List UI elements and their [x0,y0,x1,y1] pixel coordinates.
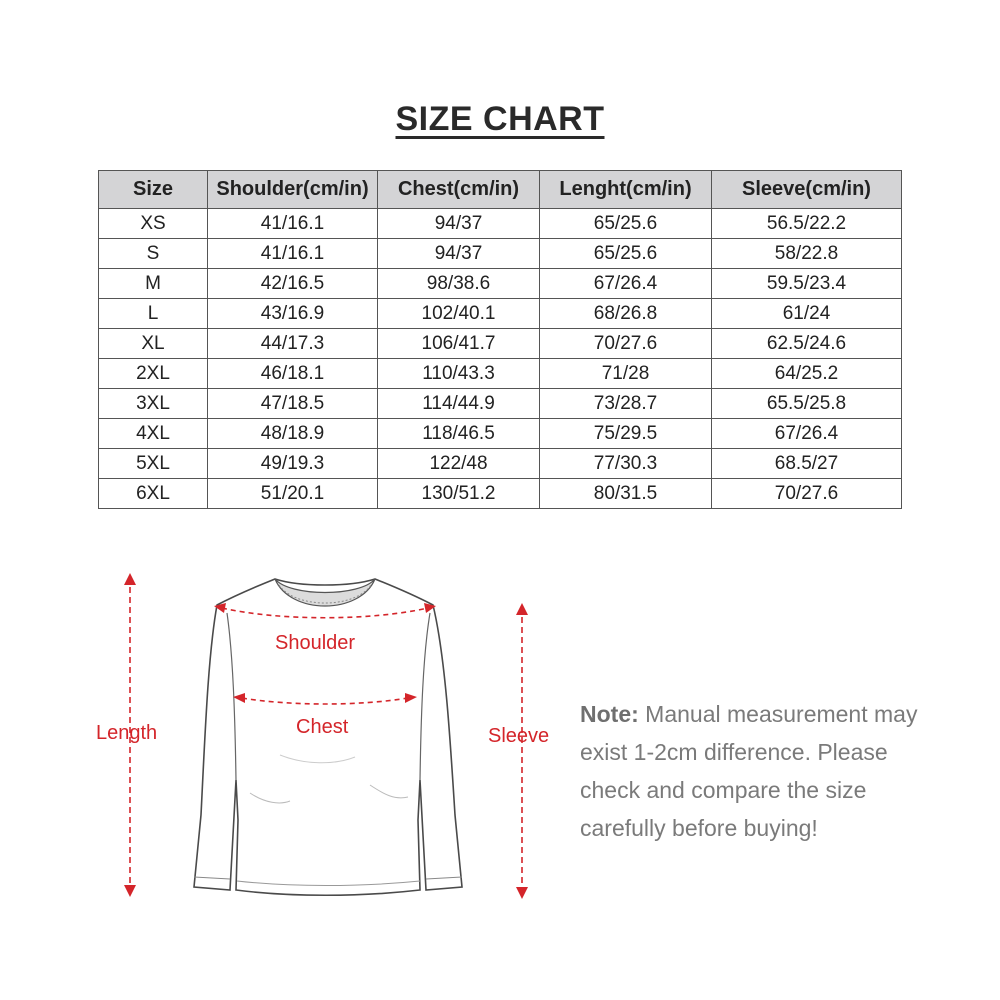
measurement-cell: 56.5/22.2 [712,209,902,239]
table-row [99,479,902,509]
measurement-cell: 114/44.9 [378,389,540,419]
sleeve-label: Sleeve [488,725,550,747]
measurement-cell: 80/31.5 [540,479,712,509]
measurement-cell: 75/29.5 [540,419,712,449]
shirt-measure-diagram [90,565,560,905]
shoulder-label: Shoulder [275,632,356,654]
table-row [99,419,902,449]
measurement-cell: 110/43.3 [378,359,540,389]
measurement-cell: 49/19.3 [208,449,378,479]
measurement-cell: 46/18.1 [208,359,378,389]
sleeve-arrow-top [516,603,528,615]
measurement-cell: 41/16.1 [208,209,378,239]
note-text [580,695,940,847]
table-row [99,209,902,239]
measurement-cell: 71/28 [540,359,712,389]
measurement-cell: 70/27.6 [712,479,902,509]
measurement-cell: 62.5/24.6 [712,329,902,359]
measurement-cell: 70/27.6 [540,329,712,359]
size-cell: XL [99,329,208,359]
measurement-cell: 94/37 [378,239,540,269]
measurement-cell: 61/24 [712,299,902,329]
size-cell: 2XL [99,359,208,389]
column-header: Shoulder(cm/in) [208,171,378,209]
measurement-cell: 41/16.1 [208,239,378,269]
note-body: Manual measurement may exist 1-2cm difference. Please check and compare the size carefully before buying! [580,701,918,841]
size-cell: 6XL [99,479,208,509]
measurement-cell: 94/37 [378,209,540,239]
measurement-cell: 68/26.8 [540,299,712,329]
measurement-cell: 67/26.4 [712,419,902,449]
table-row [99,239,902,269]
table-row [99,329,902,359]
size-cell: S [99,239,208,269]
length-label: Length [96,722,158,744]
size-cell: 3XL [99,389,208,419]
measurement-cell: 42/16.5 [208,269,378,299]
measurement-cell: 118/46.5 [378,419,540,449]
measurement-cell: 51/20.1 [208,479,378,509]
column-header: Size [99,171,208,209]
column-header: Sleeve(cm/in) [712,171,902,209]
size-cell: 5XL [99,449,208,479]
table-row [99,449,902,479]
measurement-cell: 47/18.5 [208,389,378,419]
size-table-body [99,209,902,509]
page-title-text: SIZE CHART [395,100,605,138]
measurement-cell: 59.5/23.4 [712,269,902,299]
chest-label: Chest [296,716,349,738]
size-cell: M [99,269,208,299]
column-header: Chest(cm/in) [378,171,540,209]
length-arrow-bottom [124,885,136,897]
measurement-cell: 48/18.9 [208,419,378,449]
measurement-cell: 67/26.4 [540,269,712,299]
table-row [99,269,902,299]
note-label: Note: [580,701,639,727]
measurement-cell: 77/30.3 [540,449,712,479]
size-cell: L [99,299,208,329]
size-cell: 4XL [99,419,208,449]
table-row [99,299,902,329]
size-table-header [99,171,902,209]
measurement-cell: 102/40.1 [378,299,540,329]
measurement-cell: 106/41.7 [378,329,540,359]
measurement-cell: 68.5/27 [712,449,902,479]
measurement-cell: 65/25.6 [540,239,712,269]
length-arrow-top [124,573,136,585]
page-title [0,100,1000,139]
size-table [98,170,902,509]
measurement-cell: 65/25.6 [540,209,712,239]
table-row [99,359,902,389]
header-row [99,171,902,209]
measurement-cell: 130/51.2 [378,479,540,509]
measurement-cell: 44/17.3 [208,329,378,359]
measurement-cell: 64/25.2 [712,359,902,389]
sleeve-arrow-bottom [516,887,528,899]
measurement-cell: 65.5/25.8 [712,389,902,419]
measurement-cell: 98/38.6 [378,269,540,299]
measurement-cell: 43/16.9 [208,299,378,329]
column-header: Lenght(cm/in) [540,171,712,209]
table-row [99,389,902,419]
measurement-cell: 58/22.8 [712,239,902,269]
measurement-cell: 122/48 [378,449,540,479]
size-cell: XS [99,209,208,239]
measurement-cell: 73/28.7 [540,389,712,419]
